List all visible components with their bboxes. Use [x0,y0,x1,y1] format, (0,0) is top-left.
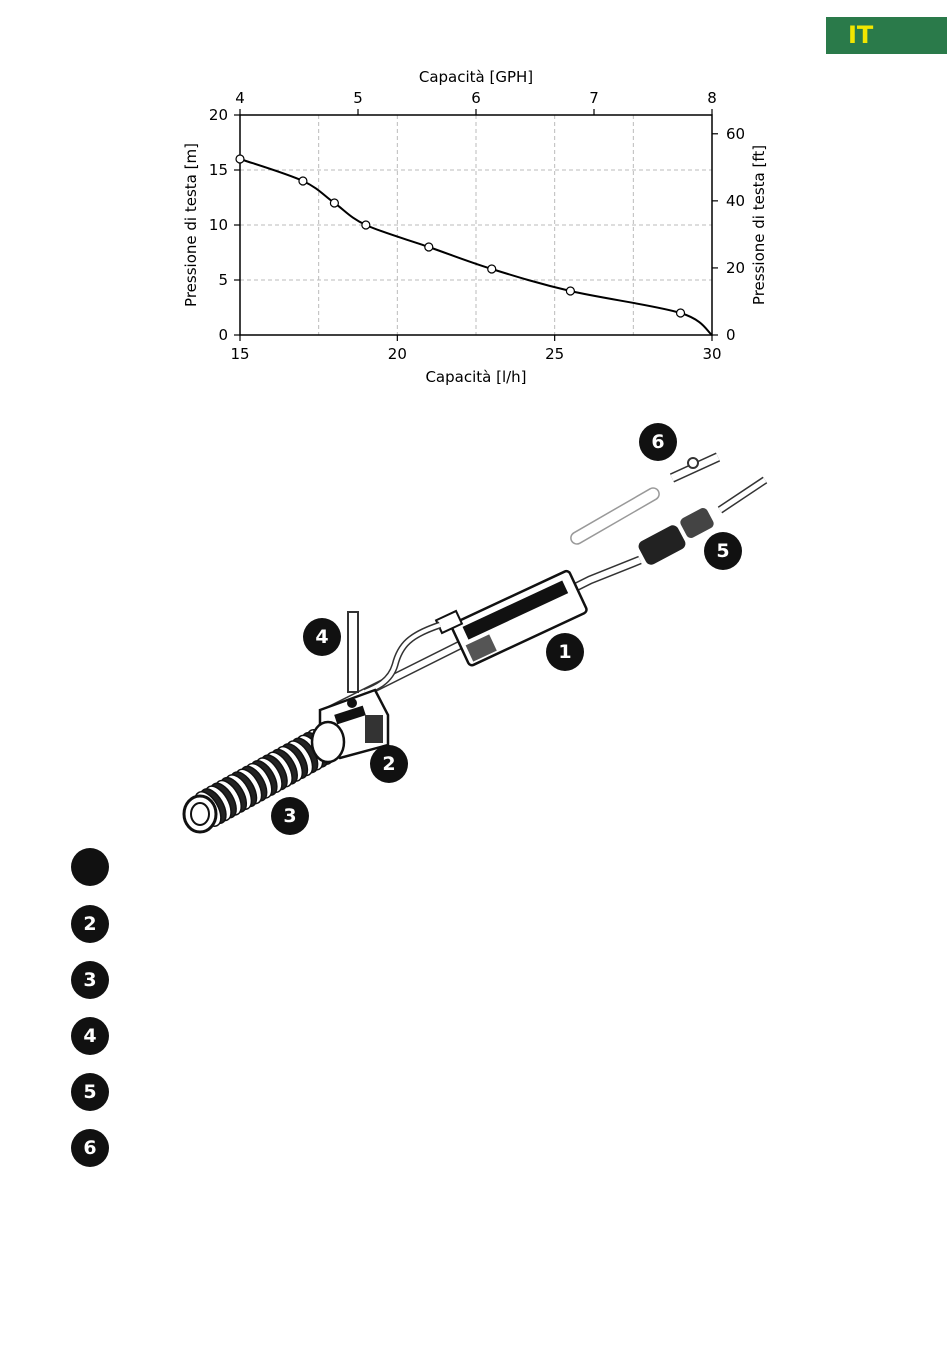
x-tick-label: 15 [230,345,250,363]
legend-number: 4 [71,1017,109,1055]
callout-1: 1 [546,633,584,671]
x2-tick-label: 5 [353,89,363,107]
y-tick-label: 20 [208,106,228,124]
x-tick-label: 20 [387,345,407,363]
legend-number: 3 [71,961,109,999]
legend-number: 6 [71,1129,109,1167]
x2-tick-label: 4 [235,89,245,107]
pump-assembly-diagram [160,420,780,840]
callout-4: 4 [303,618,341,656]
callout-2: 2 [370,745,408,783]
x2-tick-label: 8 [707,89,717,107]
tube [569,486,662,546]
y2-axis-label: Pressione di testa [ft] [750,144,768,306]
legend-item-6 [71,1129,109,1167]
y-tick-label: 5 [218,271,228,289]
y2-tick-label: 20 [726,258,746,277]
callout-5: 5 [704,532,742,570]
legend-number: 2 [71,905,109,943]
x-tick-label: 30 [702,345,722,363]
data-point [677,309,685,317]
callout-3: 3 [271,797,309,835]
legend-item-3 [71,961,109,999]
x2-tick-label: 6 [471,89,481,107]
pump-curve-chart [170,60,790,400]
y2-tick-label: 60 [726,124,746,143]
x-axis-label: Capacità [l/h] [425,368,527,386]
x2-tick-label: 7 [589,89,599,107]
y-tick-label: 15 [208,161,228,179]
legend-item-2 [71,905,109,943]
x2-axis-label: Capacità [GPH] [418,68,534,86]
legend-item-5 [71,1073,109,1111]
data-point [330,199,338,207]
legend-number: 5 [71,1073,109,1111]
callout-6: 6 [639,423,677,461]
y2-tick-label: 0 [726,326,736,344]
y-tick-label: 10 [208,216,228,234]
data-point [566,287,574,295]
legend-item-1 [71,848,109,886]
y-tick-label: 0 [218,326,228,344]
data-point [488,265,496,273]
legend-number [71,848,109,886]
chart-grid [240,115,712,335]
data-point [236,155,244,163]
data-point [299,177,307,185]
legend-item-4 [71,1017,109,1055]
data-point [425,243,433,251]
vertical-pipe [348,612,358,692]
y2-tick-label: 40 [726,191,746,210]
connector [636,523,687,567]
language-badge: IT [826,17,947,54]
data-point [362,221,370,229]
chart-ticks [209,89,745,363]
data-points [236,155,685,317]
y-axis-label: Pressione di testa [m] [182,143,200,307]
x-tick-label: 25 [545,345,565,363]
